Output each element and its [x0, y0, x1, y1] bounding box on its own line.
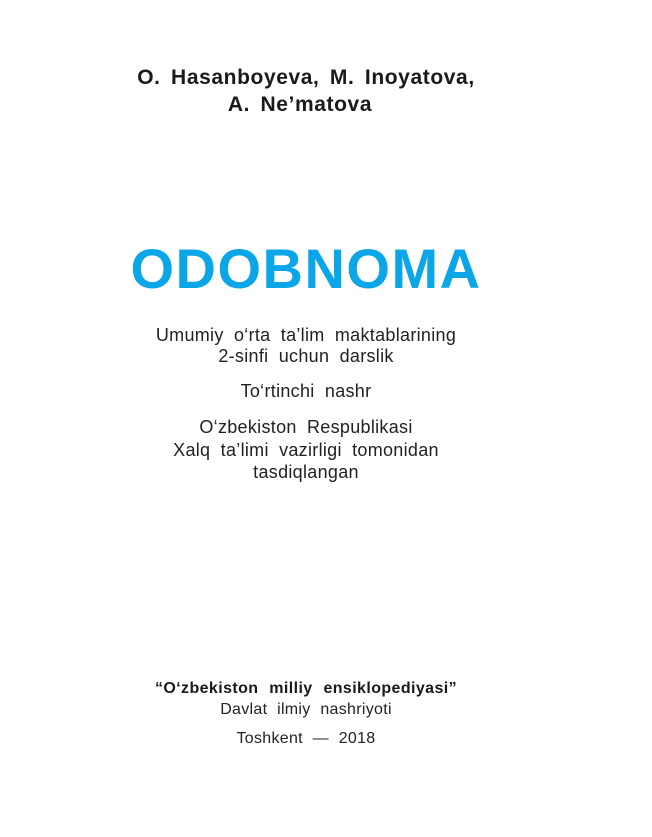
book-title: ODOBNOMA: [130, 237, 482, 300]
edition-label: To‘rtinchi nashr: [240, 381, 372, 401]
approval-line-1: O‘zbekiston Respublikasi: [199, 417, 413, 437]
authors-line-1: O. Hasanboyeva, M. Inoyatova,: [137, 66, 475, 89]
subtitle-line-1: Umumiy o‘rta ta’lim maktablarining: [155, 325, 457, 345]
imprint-line: Toshkent — 2018: [236, 730, 376, 747]
approval-line-2: Xalq ta’limi vazirligi tomonidan: [173, 440, 439, 460]
publisher-type: Davlat ilmiy nashriyoti: [220, 701, 392, 718]
authors-line-2: A. Ne’matova: [227, 93, 373, 116]
publisher-name: “O‘zbekiston milliy ensiklopediyasi”: [154, 680, 458, 697]
subtitle-line-2: 2-sinfi uchun darslik: [218, 346, 394, 366]
approval-line-3: tasdiqlangan: [253, 462, 359, 482]
